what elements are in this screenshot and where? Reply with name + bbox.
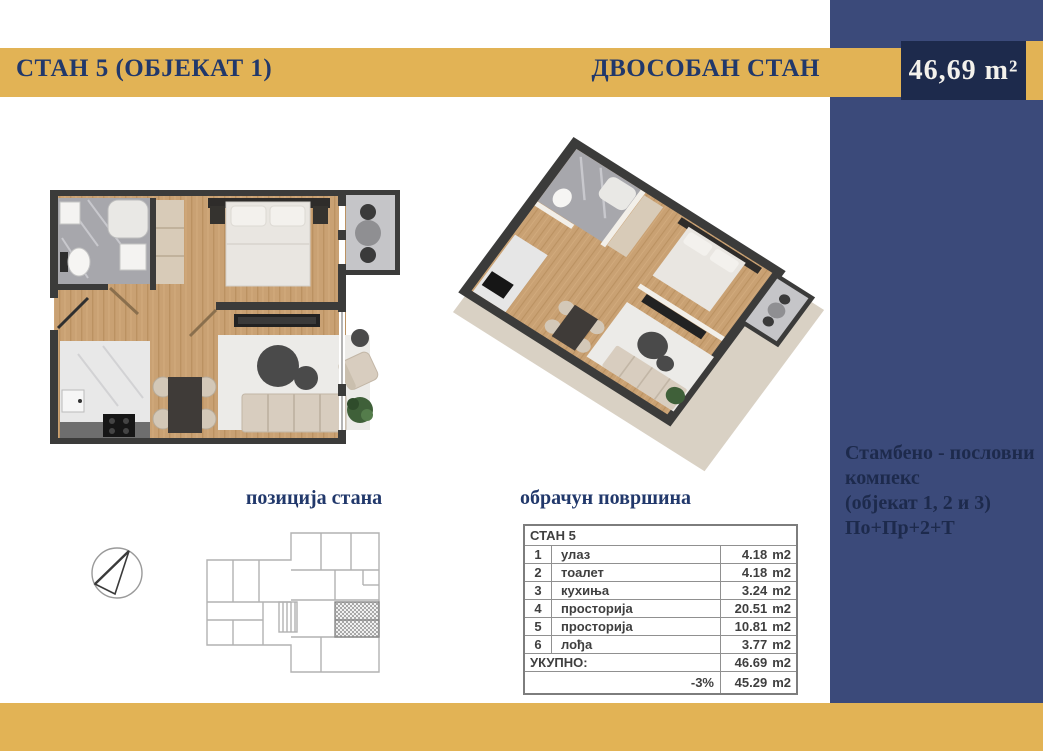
total-value: 46.69: [734, 655, 768, 670]
row-unit: m2: [772, 583, 791, 598]
table-reduction-row: [525, 671, 796, 693]
position-label: позиција стана: [245, 487, 383, 509]
table-row: [525, 617, 796, 635]
row-unit: m2: [772, 565, 791, 580]
row-value: 4.18: [741, 547, 768, 562]
row-num: 3: [525, 582, 552, 599]
row-name: кухиња: [561, 583, 610, 598]
row-name: улаз: [561, 547, 591, 562]
calculation-label: обрачун површина: [520, 487, 692, 509]
reduction-unit: m2: [772, 675, 791, 690]
row-unit: m2: [772, 547, 791, 562]
row-name: просторија: [561, 601, 633, 616]
row-value: 4.18: [741, 565, 768, 580]
floor-plan-2d: [48, 186, 404, 452]
row-num: 1: [525, 546, 552, 563]
right-sidebar: [830, 0, 1043, 751]
row-unit: m2: [772, 601, 791, 616]
row-value: 10.81: [734, 619, 768, 634]
table-total-row: [525, 653, 796, 671]
complex-line-2: компекс: [845, 467, 920, 489]
table-row: [525, 563, 796, 581]
row-value: 20.51: [734, 601, 768, 616]
footer-gold-bar: [0, 703, 1043, 751]
apartment-type-title: ДВОСОБАН СТАН: [591, 55, 820, 82]
row-unit: m2: [772, 637, 791, 652]
complex-line-4: По+Пр+2+Т: [845, 517, 955, 539]
page-title: СТАН 5 (ОБЈЕКАТ 1): [16, 55, 273, 82]
row-name: просторија: [561, 619, 633, 634]
row-unit: m2: [772, 619, 791, 634]
row-value: 3.77: [741, 637, 768, 652]
floor-plan-3d: [438, 124, 833, 488]
table-title: СТАН 5: [530, 528, 576, 543]
row-value: 3.24: [741, 583, 768, 598]
row-name: тоалет: [561, 565, 604, 580]
north-compass: [92, 548, 142, 598]
total-label: УКУПНО:: [530, 655, 588, 670]
table-row: [525, 581, 796, 599]
area-calculation-table: [523, 524, 798, 695]
complex-line-3: (објекат 1, 2 и 3): [845, 492, 991, 514]
row-num: 6: [525, 636, 552, 653]
row-num: 4: [525, 600, 552, 617]
row-name: лођа: [561, 637, 593, 652]
reduction-value: 45.29: [734, 675, 768, 690]
total-unit: m2: [772, 655, 791, 670]
table-row: [525, 545, 796, 563]
total-area-badge: 46,69 m²: [901, 41, 1026, 100]
reduction-label: -3%: [690, 675, 714, 690]
complex-description: [845, 441, 1040, 541]
building-position-plan: [88, 528, 403, 693]
complex-line-1: Стамбено - пословни: [845, 442, 1035, 464]
table-row: [525, 635, 796, 653]
row-num: 5: [525, 618, 552, 635]
row-num: 2: [525, 564, 552, 581]
table-title-row: [525, 526, 796, 545]
table-row: [525, 599, 796, 617]
